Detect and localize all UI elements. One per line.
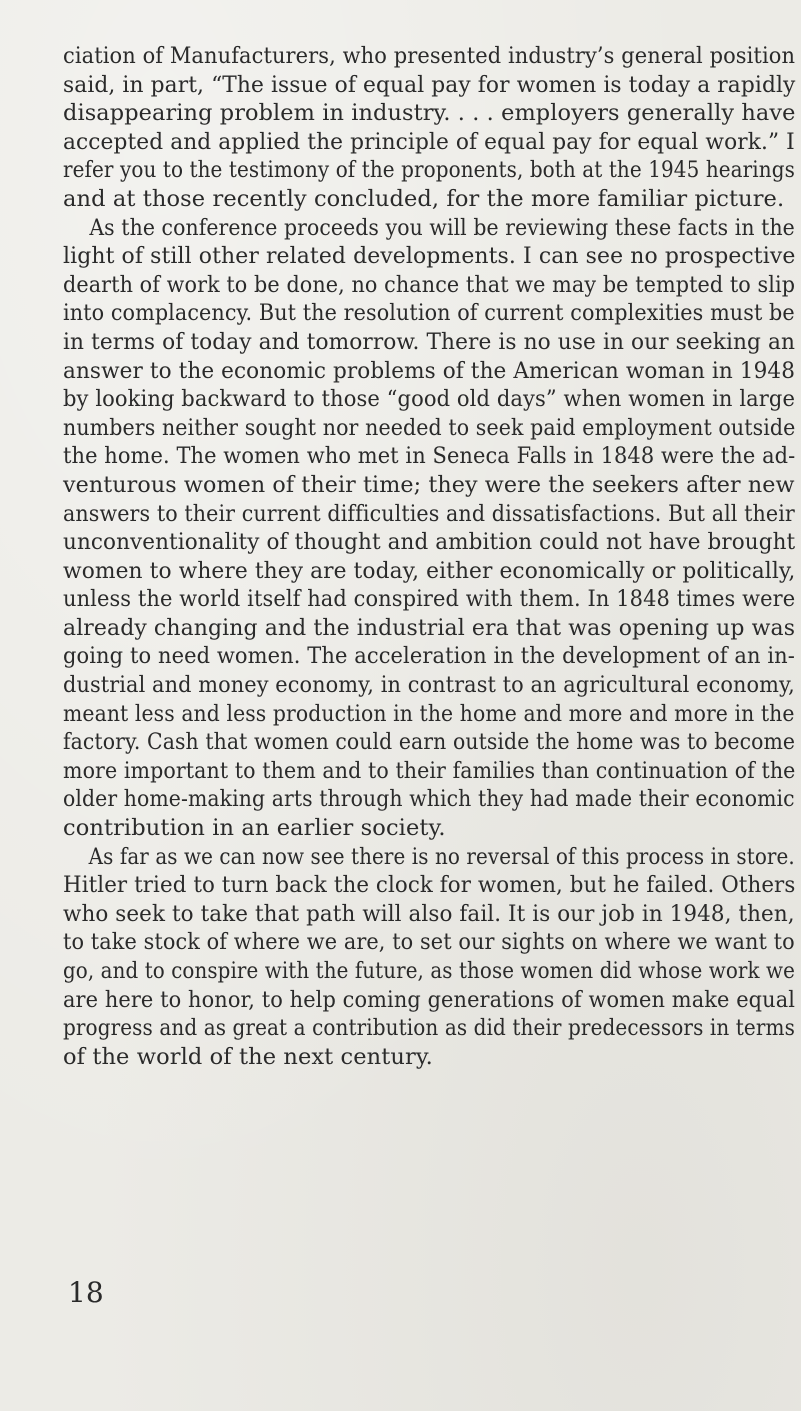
text-line: go, and to conspire with the future, as those women did whose work we	[63, 958, 795, 984]
text-line: unconventionality of thought and ambition could not have brought	[63, 529, 796, 556]
text-line: factory. Cash that women could earn outside the home was to become	[63, 729, 796, 756]
text-line: of the world of the next century.	[63, 1043, 433, 1070]
text-line: dearth of work to be done, no chance that we may be tempted to slip	[63, 271, 796, 298]
text-line: numbers neither sought nor needed to seek paid employment outside	[63, 414, 796, 441]
text-line: older home-making arts through which they had made their economic	[63, 786, 795, 813]
text-line: contribution in an earlier society.	[63, 815, 446, 842]
text-line: to take stock of where we are, to set our sights on where we want to	[63, 929, 795, 956]
text-line: venturous women of their time; they were the seekers after new	[63, 471, 795, 498]
text-line: more important to them and to their families than continuation of the	[63, 757, 796, 784]
text-line: unless the world itself had conspired with them. In 1848 times were	[63, 586, 796, 613]
text-line: answers to their current difficulties and dissatisfactions. But all their	[63, 500, 795, 527]
text-line: refer you to the testimony of the proponents, both at the 1945 hearings	[63, 157, 795, 184]
text-line: and at those recently concluded, for the more familiar picture.	[63, 185, 785, 212]
text-line: meant less and less production in the home and more and more in the	[63, 700, 795, 727]
text-line: accepted and applied the principle of equal pay for equal work.” I	[63, 128, 795, 155]
text-line: answer to the economic problems of the American woman in 1948	[63, 357, 796, 384]
text-line: As far as we can now see there is no reversal of this process in store.	[63, 843, 795, 870]
text-line: who seek to take that path will also fail. It is our job in 1948, then,	[63, 900, 795, 927]
body-text	[63, 42, 801, 1071]
text-line: ciation of Manufacturers, who presented industry’s general position	[63, 43, 796, 69]
text-line: by looking backward to those “good old days” when women in large	[63, 386, 796, 413]
page-number: 18	[68, 1276, 104, 1309]
text-line: going to need women. The acceleration in the development of an in-	[63, 643, 795, 670]
text-line: said, in part, “The issue of equal pay for women is today a rapidly	[63, 71, 796, 98]
text-line: women to where they are today, either economically or politically,	[63, 557, 796, 584]
text-line: progress and as great a contribution as did their predecessors in terms	[63, 1015, 795, 1042]
text-line: are here to honor, to help coming generations of women make equal	[63, 986, 796, 1013]
text-line: into complacency. But the resolution of current complexities must be	[63, 300, 795, 327]
text-line: disappearing problem in industry. . . . employers generally have	[63, 100, 796, 127]
text-line: in terms of today and tomorrow. There is no use in our seeking an	[63, 328, 796, 355]
text-line: As the conference proceeds you will be reviewing these facts in the	[63, 214, 795, 241]
text-line: light of still other related developments. I can see no prospective	[63, 243, 796, 270]
text-line: dustrial and money economy, in contrast to an agricultural economy,	[63, 672, 795, 699]
text-line: Hitler tried to turn back the clock for women, but he failed. Others	[63, 872, 796, 899]
text-line: already changing and the industrial era that was opening up was	[63, 614, 796, 641]
text-line: the home. The women who met in Seneca Falls in 1848 were the ad-	[63, 443, 796, 470]
